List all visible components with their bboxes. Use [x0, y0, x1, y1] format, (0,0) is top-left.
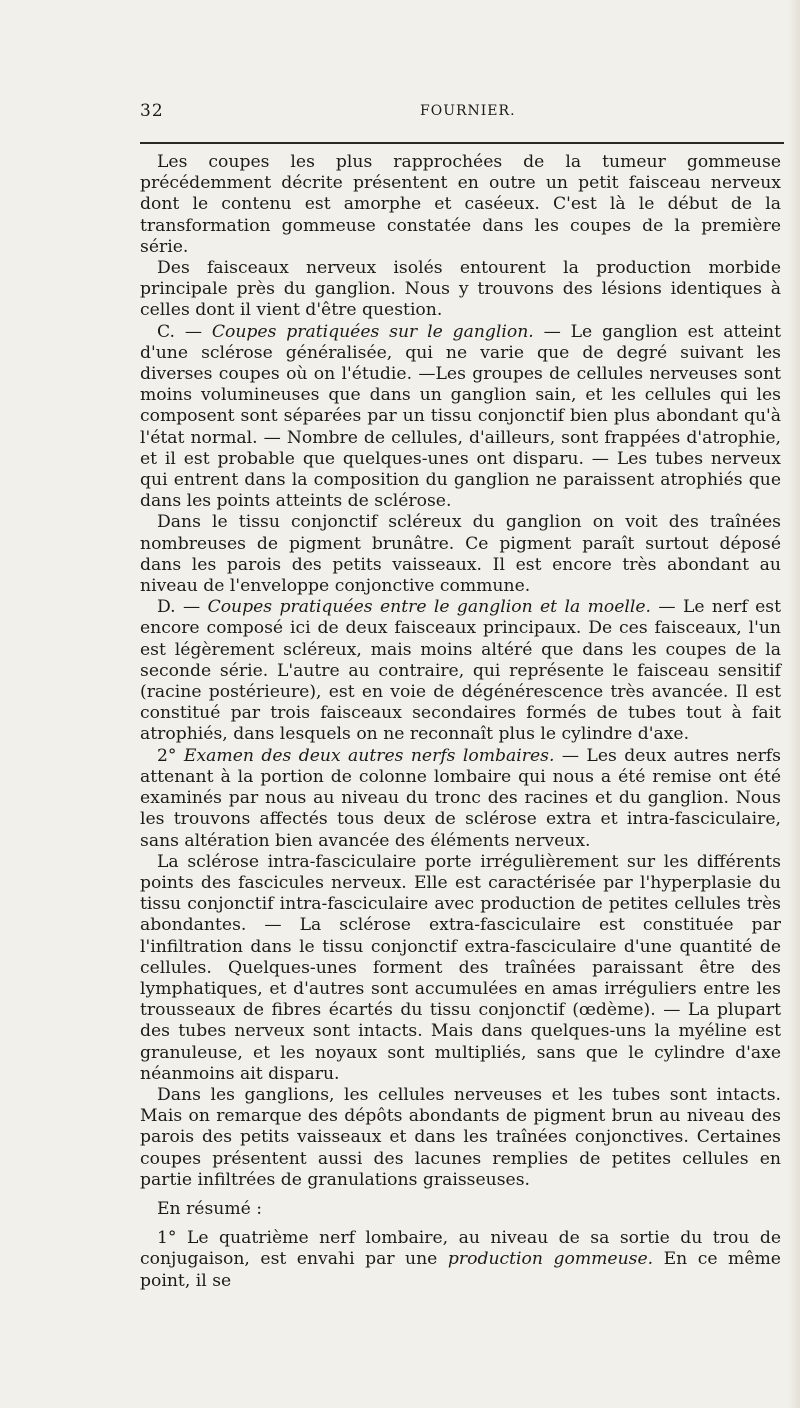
text-run: — Le ganglion est atteint d'une sclérose généralisée, qui ne varie que de degré suivant les diverses coupes où on l'étudie. —Les groupes de cellules nerveuses sont moins volumineuses que dans un ganglion sain, et les cellules qui les composent sont séparées par un tissu conjonctif bien plus abondant qu'à l'état normal. — Nombre de cellules, d'ailleurs, sont frappées d'atrophie, et il est probable que quelques-unes ont disparu. — Les tubes nerveux qui entrent dans la composition du ganglion ne paraissent atrophiés que dans les points atteints de sclérose. — [140, 321, 781, 512]
header-rule — [140, 142, 784, 144]
text-run: La sclérose intra-fasciculaire porte irrégulièrement sur les différents points des fascicules nerveux. Elle est caractérisée par l'hyperplasie du tissu conjonctif intra-fasciculaire avec production de petites cellules très abondantes. — La sclérose extra-fasciculaire est constituée par l'infiltration dans le tissu conjonctif extra-fasciculaire d'une quantité de cellules. Quelques-unes forment des traînées paraissant être des lymphatiques, et d'autres sont accumulées en amas irréguliers entre les trousseaux de fibres écartés du tissu conjonctif (œdème). — La plupart des tubes nerveux sont intacts. Mais dans quelques-uns la myéline est granuleuse, et les noyaux sont multipliés, sans que le cylindre d'axe néanmoins ait disparu. — [140, 851, 781, 1084]
running-head: FOURNIER. — [420, 103, 516, 119]
text-run: En résumé : — [157, 1198, 263, 1219]
paragraph — [140, 258, 781, 322]
text-run: Des faisceaux nerveux isolés entourent la production morbide principale près du ganglion. Nous y trouvons des lésions identiques à celles dont il vient d'être question. — [140, 258, 781, 321]
text-run: Dans le tissu conjonctif scléreux du ganglion on voit des traînées nombreuses de pigment brunâtre. Ce pigment paraît surtout déposé dans les parois des petits vaisseaux. Il est encore très abondant au niveau de l'enveloppe conjonctive commune. — [140, 512, 781, 597]
paragraph — [140, 512, 781, 597]
page-edge-shadow — [788, 0, 800, 1408]
page-number: 32 — [140, 101, 164, 121]
text-run: En ce même point, il se — [140, 1249, 781, 1291]
paragraph — [140, 1228, 781, 1292]
paragraph — [140, 1199, 781, 1220]
italic-heading: Examen des deux autres nerfs lombaires. — [183, 745, 555, 766]
page-body — [140, 152, 781, 1292]
text-run: C. — — [157, 321, 212, 342]
text-run: Les coupes les plus rapprochées de la tumeur gommeuse précédemment décrite présentent en outre un petit faisceau nerveux dont le contenu est amorphe et caséeux. C'est là le début de la transformation gommeuse constatée dans les coupes de la première série. — [140, 152, 781, 257]
paragraph — [140, 152, 781, 258]
text-run: 2° — [157, 745, 184, 766]
text-run: 1° Le quatrième nerf lombaire, au niveau de sa sortie du trou de conjugaison, est envahi par une — [140, 1228, 781, 1270]
paragraph — [140, 322, 781, 513]
italic-heading: Coupes pratiquées sur le ganglion. — [211, 321, 534, 342]
paragraph — [140, 852, 781, 1085]
paragraph — [140, 597, 781, 745]
page-header — [140, 101, 780, 127]
text-run: Dans les ganglions, les cellules nerveuses et les tubes sont intacts. Mais on remarque des dépôts abondants de pigment brun au niveau des parois des petits vaisseaux et dans les traînées conjonctives. Certaines coupes présentent aussi des lacunes remplies de petites cellules en partie infiltrées de granulations graisseuses. — [140, 1084, 781, 1190]
paragraph — [140, 1085, 781, 1191]
italic-term: production gommeuse. — [447, 1249, 654, 1270]
italic-heading: Coupes pratiquées entre le ganglion et la moelle. — [207, 597, 652, 618]
text-run: — Le nerf est encore composé ici de deux faisceaux principaux. De ces faisceaux, l'un est légèrement scléreux, mais moins altéré que dans les coupes de la seconde série. L'autre au contraire, qui représente le faisceau sensitif (racine postérieure), est en voie de dégénérescence très avancée. Il est constitué par trois faisceaux secondaires formés de tubes tout à fait atrophiés, dans lesquels on ne reconnaît plus le cylindre d'axe. — [140, 597, 781, 745]
text-run: — Les deux autres nerfs attenant à la portion de colonne lombaire qui nous a été remise ont été examinés par nous au niveau du tronc des racines et du ganglion. Nous les trouvons affectés tous deux de sclérose extra et intra-fasciculaire, sans altération bien avancée des éléments nerveux. — [140, 745, 781, 851]
paragraph — [140, 746, 781, 852]
text-run: D. — — [157, 597, 208, 618]
